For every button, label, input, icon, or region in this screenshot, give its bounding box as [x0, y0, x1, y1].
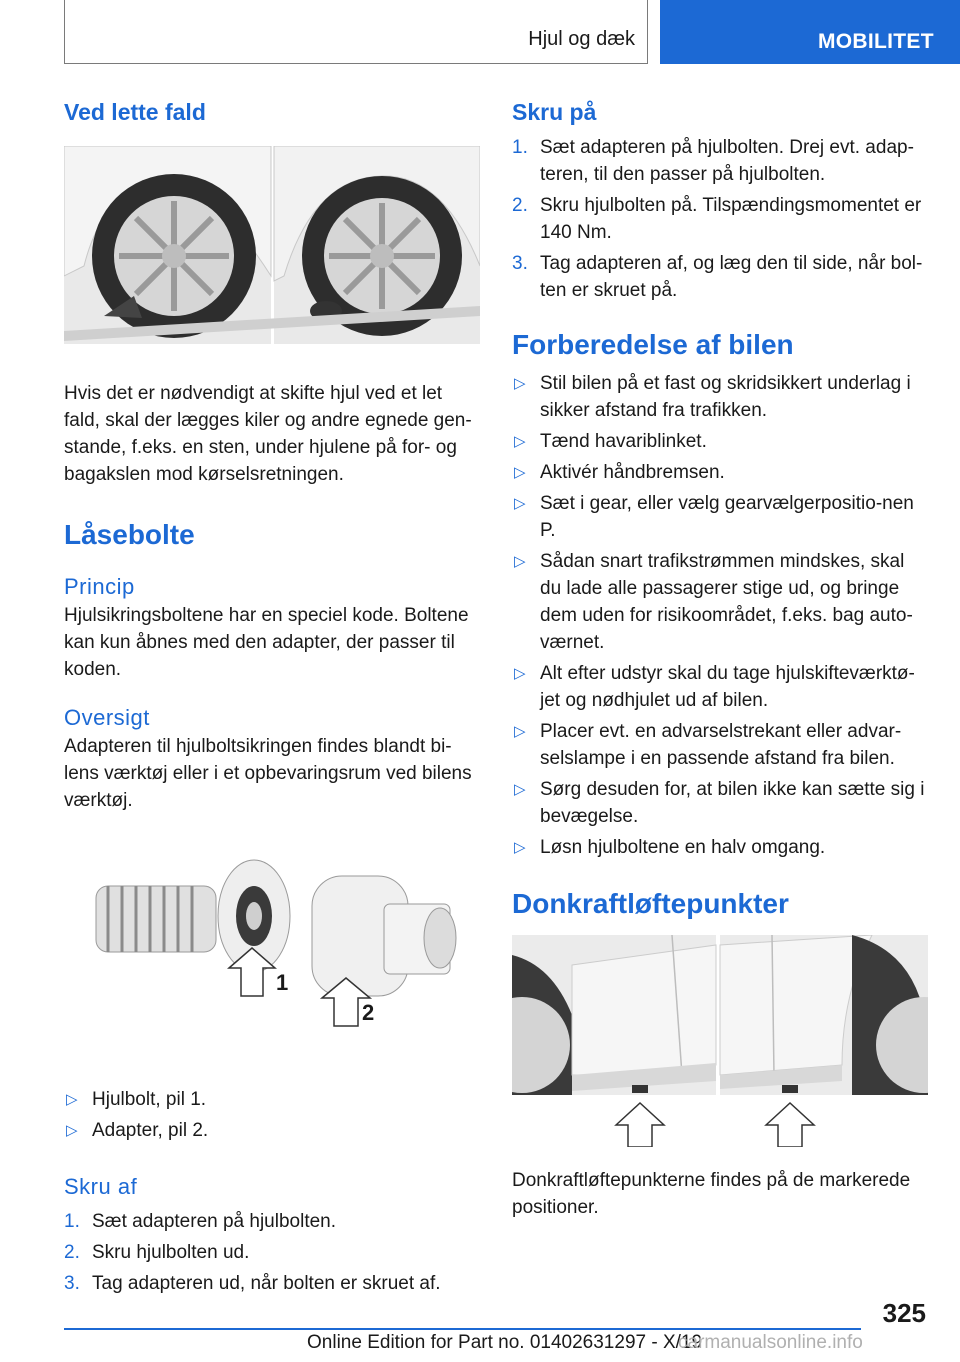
chapter-tab[interactable]: MOBILITET	[660, 0, 960, 64]
list-item: ▷ Stil bilen på et fast og skridsikkert underlag i sikker afstand fra trafikken.	[512, 370, 928, 424]
heading-forberedelse: Forberedelse af bilen	[512, 329, 794, 360]
list-item: ▷ Løsn hjulboltene en halv omgang.	[512, 834, 928, 861]
list-item: ▷ Aktivér håndbremsen.	[512, 459, 928, 486]
skru-af-steps	[64, 1208, 480, 1297]
figure-legend	[64, 1086, 480, 1144]
heading-ved-lette-fald: Ved lette fald	[64, 99, 206, 125]
paragraph-ved-lette-fald: Hvis det er nødvendigt at skifte hjul ved et let fald, skal der lægges kiler og andre egnede gen-stande, f.eks. en sten, under hjulene på for- og bagakslen mod kørselsretningen.	[64, 383, 472, 485]
paragraph-donkraft: Donkraftløftepunkterne findes på de markerede positioner.	[512, 1170, 911, 1218]
heading-princip: Princip	[64, 574, 135, 599]
right-column	[512, 96, 928, 1221]
left-column	[64, 96, 480, 1301]
skru-paa-steps	[512, 134, 928, 304]
triangle-bullet-icon: ▷	[514, 495, 526, 512]
triangle-bullet-icon: ▷	[66, 1122, 78, 1139]
wheel-chocks-figure	[64, 146, 480, 344]
list-item: 1. Sæt adapteren på hjulbolten.	[64, 1211, 337, 1232]
list-item: ▷ Adapter, pil 2.	[64, 1117, 480, 1144]
heading-skru-paa: Skru på	[512, 99, 597, 125]
paragraph-oversigt: Adapteren til hjulboltsikringen findes blandt bi-lens værktøj eller i et opbevaringsrum ved bilens værktøj.	[64, 736, 472, 811]
page-number: 325	[882, 1298, 926, 1328]
triangle-bullet-icon: ▷	[514, 464, 526, 481]
triangle-bullet-icon: ▷	[66, 1091, 78, 1108]
list-item: ▷ Tænd havariblinket.	[512, 428, 928, 455]
heading-skru-af: Skru af	[64, 1174, 138, 1199]
triangle-bullet-icon: ▷	[514, 553, 526, 570]
triangle-bullet-icon: ▷	[514, 781, 526, 798]
list-item: 2. Skru hjulbolten ud.	[64, 1242, 250, 1263]
list-item: ▷ Sæt i gear, eller vælg gearvælgerpositio-nen P.	[512, 490, 928, 544]
list-item: ▷ Hjulbolt, pil 1.	[64, 1086, 480, 1113]
list-item: 1. Sæt adapteren på hjulbolten. Drej evt. adap-teren, til den passer på hjulbolten.	[512, 137, 914, 185]
heading-laasebolte: Låsebolte	[64, 519, 195, 550]
jacking-points-illustration	[512, 935, 928, 1147]
list-item: ▷ Placer evt. en advarselstrekant eller advar-selslampe i en passende afstand fra bilen.	[512, 718, 928, 772]
triangle-bullet-icon: ▷	[514, 839, 526, 856]
header-box	[64, 0, 648, 64]
paragraph-princip: Hjulsikringsboltene har en speciel kode. Boltene kan kun åbnes med den adapter, der passer til koden.	[64, 605, 469, 680]
heading-donkraft: Donkraftløftepunkter	[512, 888, 789, 919]
list-item: 2. Skru hjulbolten på. Tilspændingsmomentet er 140 Nm.	[512, 195, 922, 243]
wheel-chocks-illustration	[64, 146, 480, 344]
list-item: 3. Tag adapteren af, og læg den til side, når bol-ten er skruet på.	[512, 253, 923, 301]
list-item: ▷ Sådan snart trafikstrømmen mindskes, skal du lade alle passagerer stige ud, og bringe dem uden for risikoområdet, f.eks. bag auto-værnet.	[512, 548, 928, 656]
locking-bolt-figure	[64, 856, 480, 1056]
list-item: ▷ Alt efter udstyr skal du tage hjulskifteværktø-jet og nødhjulet ud af bilen.	[512, 660, 928, 714]
footer-edition: Online Edition for Part no. 01402631297 - X/19	[307, 1332, 703, 1353]
list-item: 3. Tag adapteren ud, når bolten er skruet af.	[64, 1273, 441, 1294]
footer-watermark[interactable]: carmanualsonline.info	[678, 1332, 863, 1353]
figure-label-1: 1	[276, 970, 289, 995]
heading-oversigt: Oversigt	[64, 705, 150, 730]
section-title: Hjul og dæk	[528, 28, 635, 50]
list-item: ▷ Sørg desuden for, at bilen ikke kan sætte sig i bevægelse.	[512, 776, 928, 830]
forberedelse-list	[512, 370, 928, 861]
jacking-points-figure	[512, 935, 928, 1147]
locking-bolt-illustration	[64, 856, 480, 1056]
triangle-bullet-icon: ▷	[514, 723, 526, 740]
triangle-bullet-icon: ▷	[514, 433, 526, 450]
triangle-bullet-icon: ▷	[514, 665, 526, 682]
figure-label-2: 2	[362, 1000, 375, 1025]
footer-divider	[64, 1328, 861, 1330]
triangle-bullet-icon: ▷	[514, 375, 526, 392]
